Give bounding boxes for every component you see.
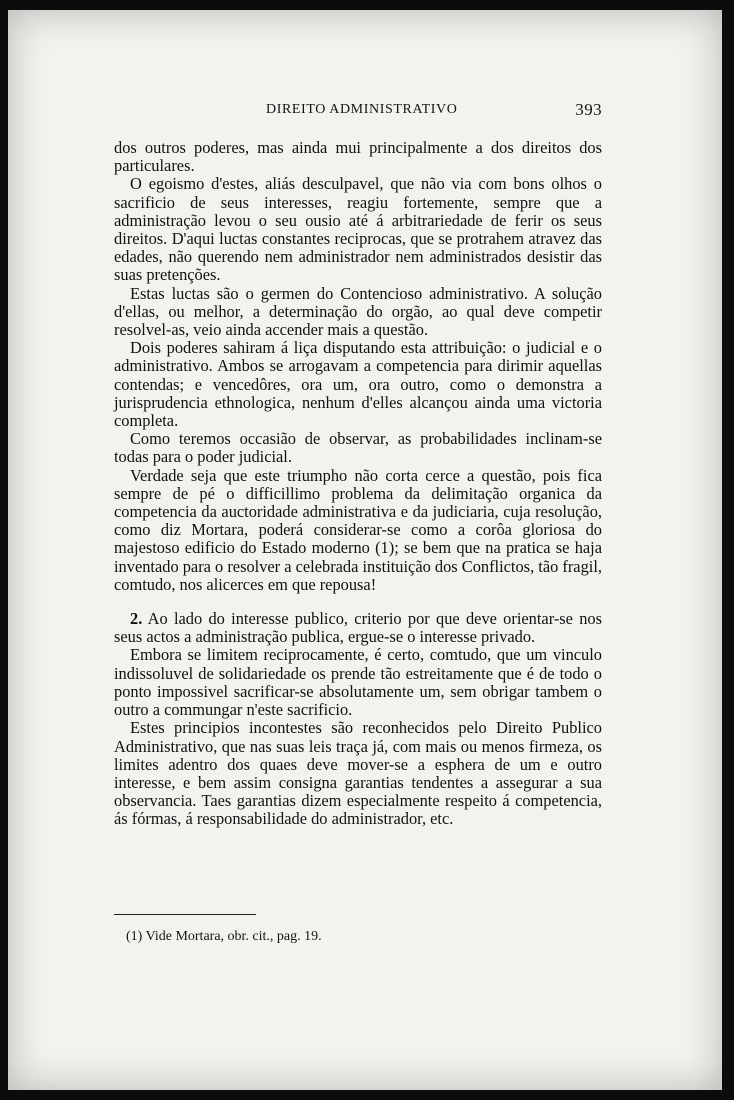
paragraph: Embora se limitem reciprocamente, é certo, comtudo, que um vinculo indissoluvel de solidariedade os prende tão estreitamente que é de todo o ponto impossivel sacrificar-se absolutamente um, sem obrigar tambem o outro a commungar n'este sacrificio.: [114, 645, 602, 720]
paragraph: Dois poderes sahiram á liça disputando esta attribuição: o judicial e o administrativo. Ambos se arrogavam a competencia para dirimir aquellas contendas; e vencedôres, ora um, ora outro, como o demonstra a jurisprudencia ethnologica, nenhum d'elles alcançou ainda uma victoria completa.: [114, 338, 602, 431]
section-paragraph: [114, 610, 602, 646]
footnote-rule: [114, 914, 256, 915]
section-number: 2.: [130, 609, 143, 629]
book-page: [8, 10, 722, 1090]
section-text: Ao lado do interesse publico, criterio por que deve orientar-se nos seus actos a administração publica, ergue-se o interesse privado.: [114, 609, 602, 647]
footnote: (1) Vide Mortara, obr. cit., pag. 19.: [126, 929, 322, 944]
paragraph: Como teremos occasião de observar, as probabilidades inclinam-se todas para o poder judicial.: [114, 429, 602, 467]
paragraph: Estes principios incontestes são reconhecidos pelo Direito Publico Administrativo, que nas suas leis traça já, com mais ou menos firmeza, os limites adentro dos quaes deve mover-se a esphera de um e outro interesse, e bem assim consigna garantias tendentes a assegurar a sua observancia. Taes garantias dizem especialmente respeito á competencia, ás fórmas, á responsabilidade do administrador, etc.: [114, 718, 602, 829]
paragraph: Verdade seja que este triumpho não corta cerce a questão, pois fica sempre de pé o difficillimo problema da delimitação organica da competencia da auctoridade administrativa e da judiciaria, cuja resolução, como diz Mortara, poderá considerar-se como a corôa gloriosa do majestoso edificio do Estado moderno (1); se bem que na pratica se haja inventado para o resolver a celebrada instituição dos Conflictos, tão fragil, comtudo, nos alicerces em que repousa!: [114, 465, 602, 594]
body-text: [114, 139, 602, 829]
paragraph: O egoismo d'estes, aliás desculpavel, que não via com bons olhos o sacrificio de seus interesses, reagiu fortemente, sempre que a administração levou o seu ousio até á arbitrariedade de ferir os seus direitos. D'aqui luctas constantes reciprocas, que se protrahem atravez das edades, não querendo nem administrador nem administrados desistir das suas pretenções.: [114, 174, 602, 285]
page-number: 393: [575, 100, 602, 119]
page-header: [266, 102, 602, 122]
running-title: DIREITO ADMINISTRATIVO: [266, 102, 458, 117]
paragraph: dos outros poderes, mas ainda mui principalmente a dos direitos dos particulares.: [114, 138, 602, 176]
paragraph: Estas luctas são o germen do Contencioso administrativo. A solução d'ellas, ou melhor, a determinação do orgão, ao qual deve competir resolvel-as, veio ainda accender mais a questão.: [114, 283, 602, 340]
